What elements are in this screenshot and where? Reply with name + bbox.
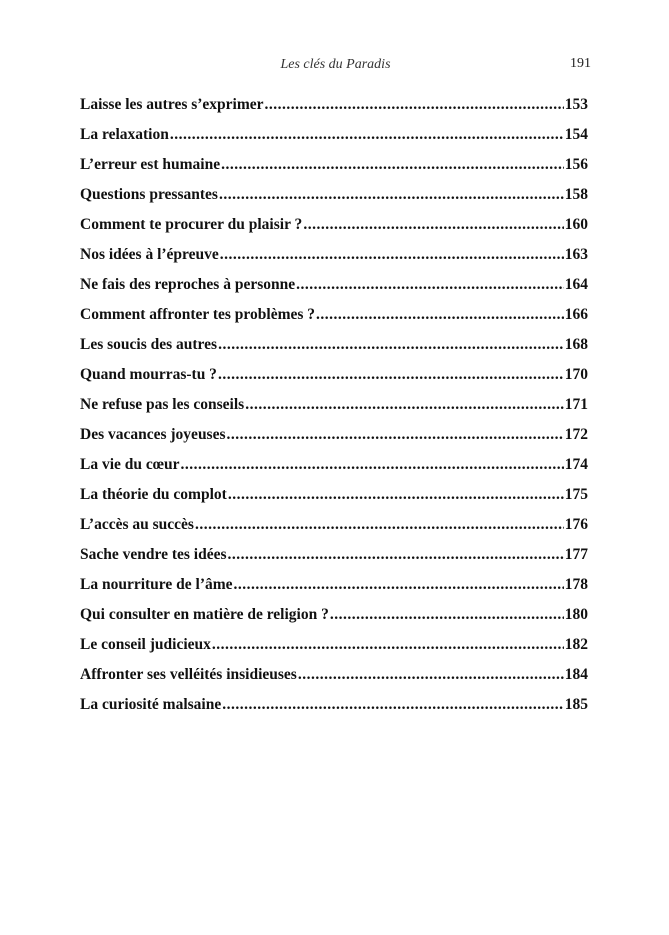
toc-entry-page: 185 xyxy=(564,696,588,713)
toc-entry-title: La curiosité malsaine xyxy=(80,696,222,713)
toc-entry-title: La théorie du complot xyxy=(80,486,227,503)
toc-entry xyxy=(80,510,588,540)
toc-entry-page: 164 xyxy=(564,276,588,293)
toc-entry xyxy=(80,90,588,120)
toc-entry-page: 177 xyxy=(564,546,588,563)
toc-entry-title: La relaxation xyxy=(80,126,169,143)
toc-entry xyxy=(80,150,588,180)
toc-entry-page: 171 xyxy=(564,396,588,413)
toc-entry-title: La nourriture de l’âme xyxy=(80,576,233,593)
toc-entry-page: 154 xyxy=(564,126,588,143)
toc-entry-title: Qui consulter en matière de religion ? xyxy=(80,606,329,623)
toc-entry-title: Laisse les autres s’exprimer xyxy=(80,96,264,113)
toc-entry xyxy=(80,420,588,450)
toc-entry-page: 166 xyxy=(564,306,588,323)
running-header xyxy=(80,55,591,75)
dot-leader xyxy=(296,270,564,300)
toc-entry-title: Comment te procurer du plaisir ? xyxy=(80,216,303,233)
toc-entry-page: 176 xyxy=(564,516,588,533)
dot-leader xyxy=(228,480,564,510)
table-of-contents xyxy=(80,90,588,720)
toc-entry xyxy=(80,300,588,330)
toc-entry-page: 153 xyxy=(564,96,588,113)
dot-leader xyxy=(234,570,564,600)
toc-entry xyxy=(80,450,588,480)
dot-leader xyxy=(303,210,563,240)
toc-entry-page: 170 xyxy=(564,366,588,383)
toc-entry xyxy=(80,690,588,720)
dot-leader xyxy=(219,180,564,210)
toc-entry xyxy=(80,240,588,270)
toc-entry-page: 158 xyxy=(564,186,588,203)
toc-entry xyxy=(80,330,588,360)
dot-leader xyxy=(245,390,564,420)
page-number: 191 xyxy=(570,56,591,71)
toc-entry-page: 168 xyxy=(564,336,588,353)
toc-entry-title: Le conseil judicieux xyxy=(80,636,211,653)
toc-entry-page: 182 xyxy=(564,636,588,653)
toc-entry-page: 163 xyxy=(564,246,588,263)
toc-entry xyxy=(80,120,588,150)
toc-entry xyxy=(80,210,588,240)
dot-leader xyxy=(221,150,564,180)
dot-leader xyxy=(195,510,564,540)
toc-entry-page: 174 xyxy=(564,456,588,473)
toc-entry-page: 160 xyxy=(564,216,588,233)
toc-entry-page: 180 xyxy=(564,606,588,623)
toc-entry xyxy=(80,660,588,690)
toc-entry xyxy=(80,570,588,600)
toc-entry xyxy=(80,480,588,510)
toc-entry-title: Les soucis des autres xyxy=(80,336,218,353)
toc-entry-title: L’erreur est humaine xyxy=(80,156,221,173)
toc-entry-page: 172 xyxy=(564,426,588,443)
dot-leader xyxy=(218,360,564,390)
toc-entry xyxy=(80,630,588,660)
dot-leader xyxy=(170,120,564,150)
toc-entry-title: Questions pressantes xyxy=(80,186,218,203)
toc-entry-page: 175 xyxy=(564,486,588,503)
toc-entry-title: Des vacances joyeuses xyxy=(80,426,226,443)
dot-leader xyxy=(212,630,564,660)
toc-entry xyxy=(80,180,588,210)
dot-leader xyxy=(298,660,564,690)
toc-entry xyxy=(80,600,588,630)
toc-entry-page: 178 xyxy=(564,576,588,593)
toc-entry-title: Affronter ses velléités insidieuses xyxy=(80,666,297,683)
toc-entry-title: La vie du cœur xyxy=(80,456,180,473)
dot-leader xyxy=(218,330,564,360)
dot-leader xyxy=(220,240,564,270)
toc-entry-title: Quand mourras-tu ? xyxy=(80,366,217,383)
toc-entry-title: Ne fais des reproches à personne xyxy=(80,276,296,293)
toc-entry xyxy=(80,390,588,420)
toc-entry-title: Nos idées à l’épreuve xyxy=(80,246,219,263)
toc-entry-page: 156 xyxy=(564,156,588,173)
dot-leader xyxy=(222,690,564,720)
toc-entry-title: Sache vendre tes idées xyxy=(80,546,227,563)
toc-entry xyxy=(80,540,588,570)
toc-entry-title: Comment affronter tes problèmes ? xyxy=(80,306,316,323)
toc-entry-title: Ne refuse pas les conseils xyxy=(80,396,245,413)
running-header-title: Les clés du Paradis xyxy=(280,57,391,72)
toc-entry xyxy=(80,270,588,300)
dot-leader xyxy=(316,300,564,330)
dot-leader xyxy=(228,540,564,570)
toc-entry-title: L’accès au succès xyxy=(80,516,194,533)
dot-leader xyxy=(265,90,564,120)
toc-entry xyxy=(80,360,588,390)
toc-entry-page: 184 xyxy=(564,666,588,683)
dot-leader xyxy=(227,420,564,450)
dot-leader xyxy=(330,600,564,630)
dot-leader xyxy=(180,450,563,480)
